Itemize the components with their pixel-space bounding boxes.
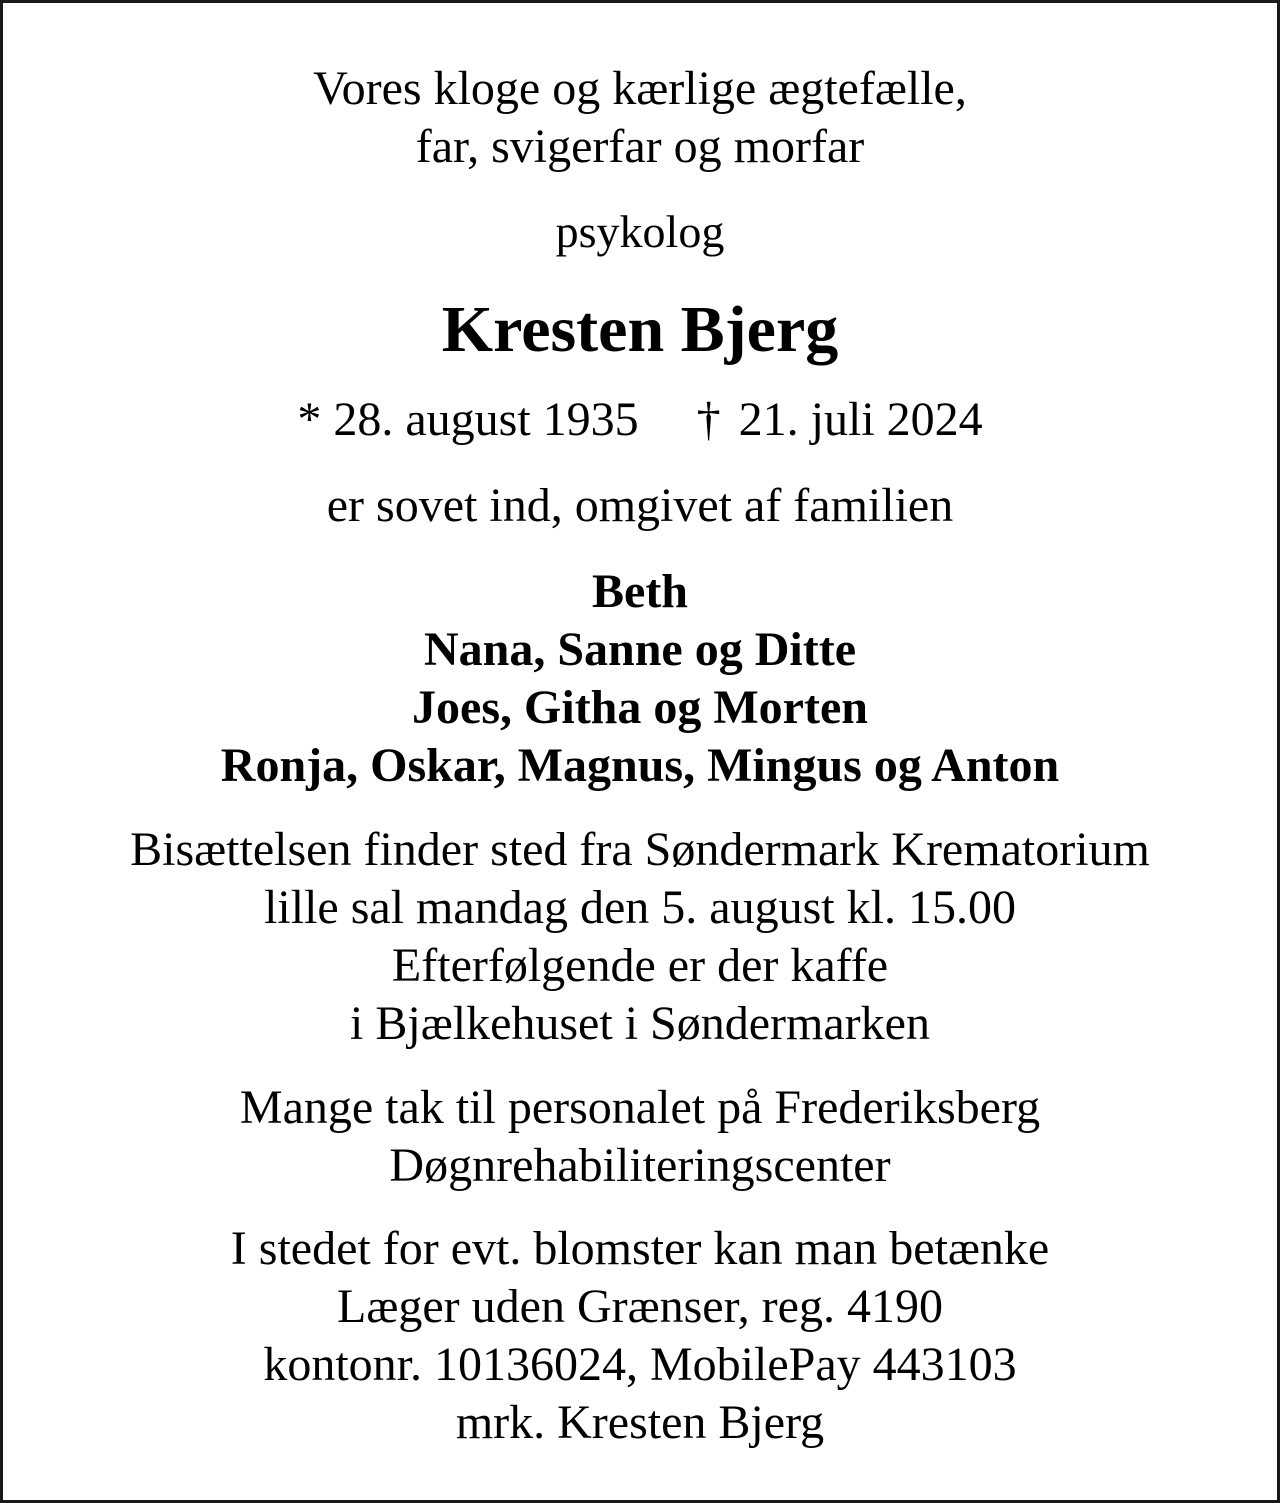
birth-date: 28. august 1935 xyxy=(333,393,639,446)
birth-symbol: * xyxy=(297,393,322,446)
donation-line-3: kontonr. 10136024, MobilePay 443103 xyxy=(263,1338,1017,1391)
passed-text: er sovet ind, omgivet af familien xyxy=(326,479,954,532)
deceased-name: Kresten Bjerg xyxy=(441,293,839,366)
ceremony-line-2: lille sal mandag den 5. august kl. 15.00 xyxy=(264,881,1016,934)
ceremony-line-4: i Bjælkehuset i Søndermarken xyxy=(350,997,930,1050)
thanks-line-2: Døgnrehabiliteringscenter xyxy=(389,1139,891,1192)
ceremony-line-3: Efterfølgende er der kaffe xyxy=(391,939,889,992)
death-cross-icon: † xyxy=(696,393,721,446)
death-date: 21. juli 2024 xyxy=(738,393,983,446)
intro-line-2: far, svigerfar og morfar xyxy=(415,120,865,173)
family-line-2: Nana, Sanne og Ditte xyxy=(423,623,857,676)
ceremony-line-1: Bisættelsen finder sted fra Søndermark Krematorium xyxy=(130,823,1150,876)
family-line-1: Beth xyxy=(592,565,688,618)
intro-line-1: Vores kloge og kærlige ægtefælle, xyxy=(313,62,967,115)
thanks-line-1: Mange tak til personalet på Frederiksberg xyxy=(239,1081,1041,1134)
donation-line-4: mrk. Kresten Bjerg xyxy=(455,1396,825,1449)
donation-line-2: Læger uden Grænser, reg. 4190 xyxy=(337,1280,943,1333)
profession: psykolog xyxy=(555,206,725,257)
family-line-3: Joes, Githa og Morten xyxy=(412,681,868,734)
family-line-4: Ronja, Oskar, Magnus, Mingus og Anton xyxy=(220,739,1060,792)
life-dates xyxy=(3,393,1277,446)
donation-line-1: I stedet for evt. blomster kan man betænke xyxy=(230,1222,1050,1275)
